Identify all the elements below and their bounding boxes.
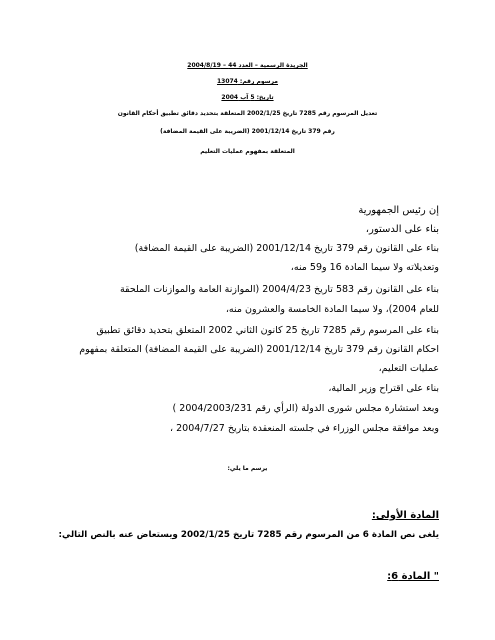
preamble-line-4: وتعديلاته ولا سيما المادة 16 و59 منه، [290, 262, 439, 273]
decree-date: تاريخ: 5 آب 2004 [221, 94, 274, 101]
preamble-line-2: بناء على الدستور، [365, 224, 439, 235]
article-1-title: المادة الأولى: [371, 510, 439, 521]
preamble-line-9: عمليات التعليم، [378, 363, 439, 374]
title-line-3: المتعلقة بمفهوم عمليات التعليم [200, 148, 295, 155]
decree-statement: يرسم ما يلي: [227, 465, 268, 472]
title-line-2: رقم 379 تاريخ 2001/12/14 (الضريبة على القيمة المضافة) [160, 128, 335, 135]
article-1-text: يلغى نص المادة 6 من المرسوم رقم 7285 تاريخ 2002/1/25 ويستعاض عنه بالنص التالي: [58, 530, 439, 540]
article-6-title: " المادة 6: [387, 571, 439, 582]
preamble-line-1: إن رئيس الجمهورية [358, 205, 439, 216]
title-line-1: تعديل المرسوم رقم 7285 تاريخ 2002/1/25 المتعلقة بتحديد دقائق تطبيق أحكام القانون [117, 110, 378, 117]
preamble-line-12: وبعد موافقة مجلس الوزراء في جلسته المنعقدة بتاريخ 2004/7/27 ، [170, 423, 439, 434]
decree-number: مرسوم رقم: 13074 [216, 78, 279, 85]
preamble-line-10: بناء على اقتراح وزير المالية، [328, 383, 439, 394]
preamble-line-3: بناء على القانون رقم 379 تاريخ 2001/12/14 (الضريبة على القيمة المضافة) [134, 243, 439, 254]
preamble-line-6: للعام 2004)، ولا سيما المادة الخامسة والعشرون منه، [225, 304, 439, 315]
gazette-issue-line: الجريدة الرسمية – العدد 44 – 2004/8/19 [187, 62, 308, 69]
preamble-line-7: بناء على المرسوم رقم 7285 تاريخ 25 كانون الثاني 2002 المتعلق بتحديد دقائق تطبيق [96, 325, 439, 336]
preamble-line-5: بناء على القانون رقم 583 تاريخ 2004/4/23 (الموازنة العامة والموازنات الملحقة [119, 284, 439, 295]
preamble-line-11: وبعد استشارة مجلس شورى الدولة (الرأي رقم 2004/2003/231 ) [172, 403, 439, 414]
preamble-line-8: احكام القانون رقم 379 تاريخ 2001/12/14 (الضريبة على القيمة المضافة) المتعلقة بمفهوم [79, 344, 439, 355]
